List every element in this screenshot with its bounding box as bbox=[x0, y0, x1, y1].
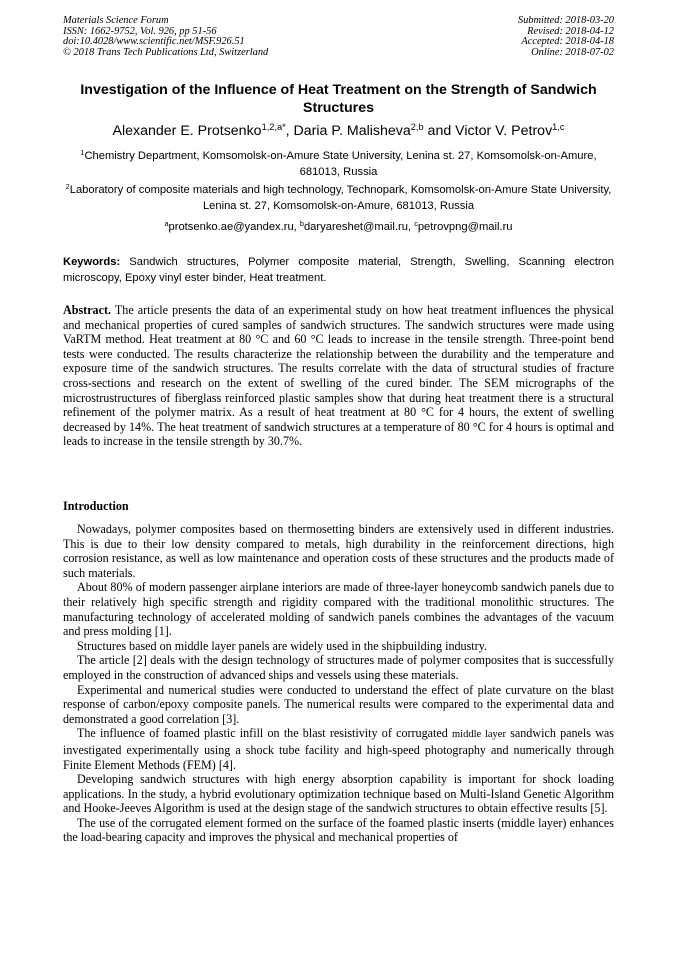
publication-dates bbox=[518, 16, 614, 58]
affiliation-text: Chemistry Department, Komsomolsk-on-Amure State University, Lenina st. 27, Komsomolsk-on-Amure, 681013, Russia bbox=[84, 150, 597, 178]
author-affil-mark: 1,c bbox=[552, 121, 565, 132]
section-heading-introduction: Introduction bbox=[63, 499, 129, 513]
affiliation-2 bbox=[63, 182, 614, 214]
affiliation-1 bbox=[63, 148, 614, 180]
email-mark: b bbox=[299, 219, 304, 228]
introduction-body bbox=[63, 522, 614, 845]
paragraph: Experimental and numerical studies were conducted to understand the effect of plate curvature on the blast response of carbon/epoxy composite panels. The numerical results were compared to the experimental data and demonstrated a good correlation [3]. bbox=[63, 682, 614, 726]
email-mark: c bbox=[414, 219, 418, 228]
keywords-label: Keywords: bbox=[63, 256, 121, 268]
journal-issn: ISSN: 1662-9752, Vol. 926, pp 51-56 bbox=[63, 25, 217, 37]
author-affil-mark: 2,b bbox=[410, 121, 424, 132]
paragraph bbox=[63, 726, 614, 772]
paragraph: The use of the corrugated element formed on the surface of the foamed plastic inserts (middle layer) enhances the load-bearing capacity and improves the physical and mechanical properties of bbox=[63, 815, 614, 845]
author-name: Alexander E. Protsenko bbox=[112, 123, 262, 139]
email-link[interactable]: daryareshet@mail.ru, bbox=[303, 221, 415, 233]
paper-title: Investigation of the Influence of Heat Treatment on the Strength of Sandwich Structures bbox=[80, 82, 597, 116]
author-emails bbox=[63, 219, 614, 235]
affiliation-text: Laboratory of composite materials and high technology, Technopark, Komsomolsk-on-Amure State University, Lenina st. 27, Komsomolsk-on-Amure, 681013, Russia bbox=[69, 184, 612, 212]
paragraph-text: The influence of foamed plastic infill on the blast resistivity of corrugated bbox=[77, 726, 452, 741]
abstract-text: The article presents the data of an experimental study on how heat treatment influences the physical and mechanical properties of cured samples of sandwich structures. The sandwich structures were made using VaRTM method. Heat treatment at 80 °C and 60 °C leads to increase in the tensile strength. Three-point bend tests were conducted. The results characterize the relationship between the durability and the temperature and exposure time of the sandwich structures. The results correlate with the data of structural studies of fracture cross-sections and research on the extent of swelling of the cured binder. The SEM micrographs of the microstrustructures of fiberglass reinforced plastic samples show that during heat treatment there is a structural refinement of the polymer matrix. As a result of heat treatment at 80 °C for 4 hours, the extent of swelling decreased by 14%. The heat treatment of sandwich structures at a temperature of 80 °C for 4 hours is optimal and leads to increase in the tensile strength by 30.7%. bbox=[63, 303, 614, 449]
paragraph: The article [2] deals with the design technology of structures made of polymer composites that is successfully employed in the construction of advanced ships and vessels using these materials. bbox=[63, 653, 614, 682]
paragraph-text-small: middle layer bbox=[452, 729, 506, 741]
paragraph: Nowadays, polymer composites based on thermosetting binders are extensively used in different industries. This is due to their low density compared to metals, high durability in the reinforcement directions, high corrosion resistance, as well as low maintenance and operation costs of these structures and the products made of such materials. bbox=[63, 522, 614, 580]
date-revised: Revised: 2018-04-12 bbox=[527, 25, 614, 37]
paragraph: Structures based on middle layer panels are widely used in the shipbuilding industry. bbox=[77, 638, 487, 653]
author-separator: and bbox=[423, 123, 456, 139]
author-list bbox=[63, 122, 614, 140]
journal-copyright: © 2018 Trans Tech Publications Ltd, Switzerland bbox=[63, 46, 269, 58]
date-online: Online: 2018-07-02 bbox=[531, 46, 614, 58]
email-link[interactable]: protsenko.ae@yandex.ru, bbox=[168, 221, 300, 233]
email-link[interactable]: petrovpng@mail.ru bbox=[417, 221, 513, 233]
date-accepted: Accepted: 2018-04-18 bbox=[521, 36, 614, 48]
abstract-label: Abstract. bbox=[63, 303, 112, 317]
journal-doi: doi:10.4028/www.scientific.net/MSF.926.51 bbox=[63, 36, 245, 48]
affiliation-number: 2 bbox=[65, 182, 70, 191]
journal-info bbox=[63, 16, 268, 58]
journal-name: Materials Science Forum bbox=[63, 15, 169, 26]
paragraph-text: sandwich panels was investigated experimentally using a shock tube facility and high-speed photography and numerically through Finite Element Methods (FEM) [4]. bbox=[63, 726, 614, 772]
author-affil-mark: 1,2,a* bbox=[261, 121, 286, 132]
abstract bbox=[63, 303, 614, 449]
author-name: Victor V. Petrov bbox=[455, 123, 553, 139]
paragraph: About 80% of modern passenger airplane interiors are made of three-layer honeycomb sandwich panels due to their relatively high specific strength and rigidity compared with the traditional monolithic structures. The manufacturing technology of accelerated molding of sandwich panels combines the advantages of the vacuum and press molding [1]. bbox=[63, 580, 614, 639]
keywords-text: Sandwich structures, Polymer composite material, Strength, Swelling, Scanning electron microscopy, Epoxy vinyl ester binder, Heat treatment. bbox=[63, 256, 614, 284]
author-separator: , bbox=[285, 123, 294, 139]
date-submitted: Submitted: 2018-03-20 bbox=[517, 15, 614, 26]
author-name: Daria P. Malisheva bbox=[293, 123, 411, 139]
keywords bbox=[63, 254, 614, 286]
affiliation-number: 1 bbox=[80, 148, 85, 157]
email-mark: a bbox=[164, 219, 169, 228]
paragraph: Developing sandwich structures with high energy absorption capability is important for shock loading applications. In the study, a hybrid evolutionary optimization technique based on Multi-Island Genetic Algorithm and Hooke-Jeeves Algorithm is used at the design stage of the sandwich structures to obtain effective results [5]. bbox=[63, 772, 614, 816]
